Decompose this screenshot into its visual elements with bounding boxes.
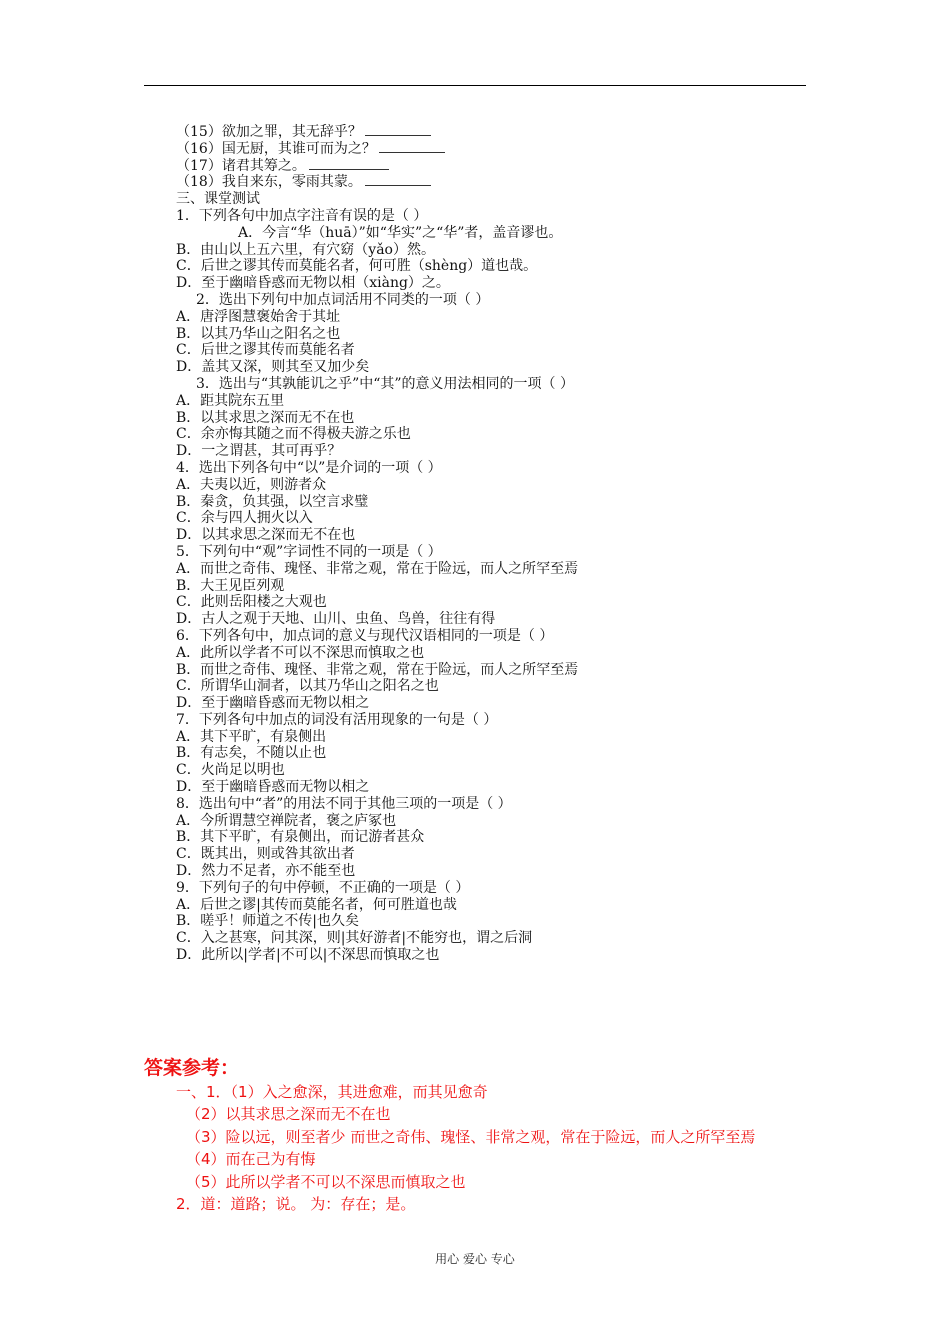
- option-d: D．然力不足者，亦不能至也: [176, 863, 356, 880]
- option-c: C．后世之谬其传而莫能名者，何可胜（shèng）道也哉。: [176, 258, 538, 275]
- option-b: B．秦贪，负其强，以空言求璧: [176, 493, 369, 510]
- option-b: B．嗟乎！师道之不传|也久矣: [176, 913, 360, 930]
- answer-blank: [365, 174, 431, 186]
- option-a: A．距其院东五里: [176, 392, 285, 409]
- option-a: A．唐浮图慧褒始舍于其址: [176, 308, 341, 325]
- question-18-text: （18）我自来东，零雨其蒙。: [176, 174, 362, 191]
- answer-key: [144, 1055, 864, 1215]
- option-a: A．夫夷以近，则游者众: [176, 476, 327, 493]
- option-b: B．以其求思之深而无不在也: [176, 409, 355, 426]
- test-question-7: 7．下列各句中加点的词没有活用现象的一句是（ ）: [176, 711, 498, 728]
- test-question-2: 2．选出下列句中加点词活用不同类的一项（ ）: [196, 291, 490, 308]
- page-footer: 用心 爱心 专心: [435, 1252, 515, 1266]
- answer-line: （2）以其求思之深而无不在也: [186, 1105, 391, 1124]
- header-rule: [144, 85, 806, 86]
- option-a: A．此所以学者不可以不深思而慎取之也: [176, 644, 425, 661]
- exercise-content: [176, 124, 856, 964]
- answer-blank: [379, 141, 445, 153]
- question-16: [176, 141, 856, 158]
- option-d: D．一之谓甚，其可再乎？: [176, 443, 342, 460]
- answer-line: 一、1．（1）入之愈深，其进愈难，而其见愈奇: [176, 1083, 488, 1101]
- option-b: B．由山以上五六里，有穴窈（yǎo）然。: [176, 241, 435, 258]
- question-17: [176, 158, 856, 175]
- option-c: C．后世之谬其传而莫能名者: [176, 342, 355, 359]
- option-b: B．大王见臣列观: [176, 577, 285, 594]
- answer-key-title: 答案参考：: [144, 1057, 240, 1079]
- option-b: B．其下平旷，有泉侧出，而记游者甚众: [176, 829, 425, 846]
- option-c: C．入之甚寒，问其深，则|其好游者|不能穷也，谓之后洞: [176, 930, 533, 947]
- option-d: D．盖其又深，则其至又加少矣: [176, 359, 370, 376]
- option-b: B．有志矣，不随以止也: [176, 745, 327, 762]
- answer-blank: [365, 124, 431, 136]
- test-question-9: 9．下列句子的句中停顿，不正确的一项是（ ）: [176, 879, 470, 896]
- test-question-3: 3．选出与“其孰能讥之乎”中“其”的意义用法相同的一项（ ）: [196, 375, 574, 392]
- question-17-text: （17）诸君其筹之。: [176, 157, 306, 174]
- option-c: C．火尚足以明也: [176, 762, 285, 779]
- option-a: A．其下平旷，有泉侧出: [176, 728, 327, 745]
- option-b: B．而世之奇伟、瑰怪、非常之观，常在于险远，而人之所罕至焉: [176, 661, 579, 678]
- option-c: C．余与四人拥火以入: [176, 510, 313, 527]
- answer-line: （5）此所以学者不可以不深思而慎取之也: [186, 1172, 466, 1191]
- answer-line: 2．道：道路；说。 为：存在；是。: [176, 1194, 416, 1213]
- option-a: A．今言“华（huā）”如“华实”之“华”者，盖音谬也。: [238, 224, 563, 241]
- section-heading: 三、课堂测试: [176, 191, 260, 208]
- option-a: A．而世之奇伟、瑰怪、非常之观，常在于险远，而人之所罕至焉: [176, 560, 579, 577]
- answer-blank: [309, 158, 389, 170]
- test-question-6: 6．下列各句中，加点词的意义与现代汉语相同的一项是（ ）: [176, 627, 554, 644]
- question-15: [176, 124, 856, 141]
- option-c: C．既其出，则或咎其欲出者: [176, 846, 355, 863]
- option-d: D．古人之观于天地、山川、虫鱼、鸟兽，往往有得: [176, 611, 496, 628]
- option-d: D．至于幽暗昏惑而无物以相（xiàng）之。: [176, 275, 450, 292]
- test-question-8: 8．选出句中“者”的用法不同于其他三项的一项是（ ）: [176, 795, 512, 812]
- option-a: A．今所谓慧空禅院者，褒之庐冢也: [176, 812, 397, 829]
- answer-line: （4）而在己为有悔: [186, 1150, 316, 1169]
- option-d: D．以其求思之深而无不在也: [176, 527, 356, 544]
- option-d: D．至于幽暗昏惑而无物以相之: [176, 779, 370, 796]
- option-d: D．至于幽暗昏惑而无物以相之: [176, 695, 370, 712]
- option-b: B．以其乃华山之阳名之也: [176, 325, 341, 342]
- test-question-5: 5．下列句中“观”字词性不同的一项是（ ）: [176, 543, 442, 560]
- answer-line: （3）险以远，则至者少 而世之奇伟、瑰怪、非常之观，常在于险远，而人之所罕至焉: [186, 1127, 756, 1146]
- option-a: A．后世之谬|其传而莫能名者，何可胜道也哉: [176, 896, 457, 913]
- question-15-text: （15）欲加之罪，其无辞乎？: [176, 124, 362, 140]
- question-18: [176, 174, 856, 191]
- option-c: C．所谓华山洞者，以其乃华山之阳名之也: [176, 678, 439, 695]
- test-question-4: 4．选出下列各句中“以”是介词的一项（ ）: [176, 459, 442, 476]
- question-16-text: （16）国无厨，其谁可而为之？: [176, 140, 376, 157]
- option-d: D．此所以|学者|不可以|不深思而慎取之也: [176, 947, 440, 964]
- option-c: C．余亦悔其随之而不得极夫游之乐也: [176, 426, 411, 443]
- option-c: C．此则岳阳楼之大观也: [176, 594, 327, 611]
- test-question-1: 1．下列各句中加点字注音有误的是（ ）: [176, 207, 428, 224]
